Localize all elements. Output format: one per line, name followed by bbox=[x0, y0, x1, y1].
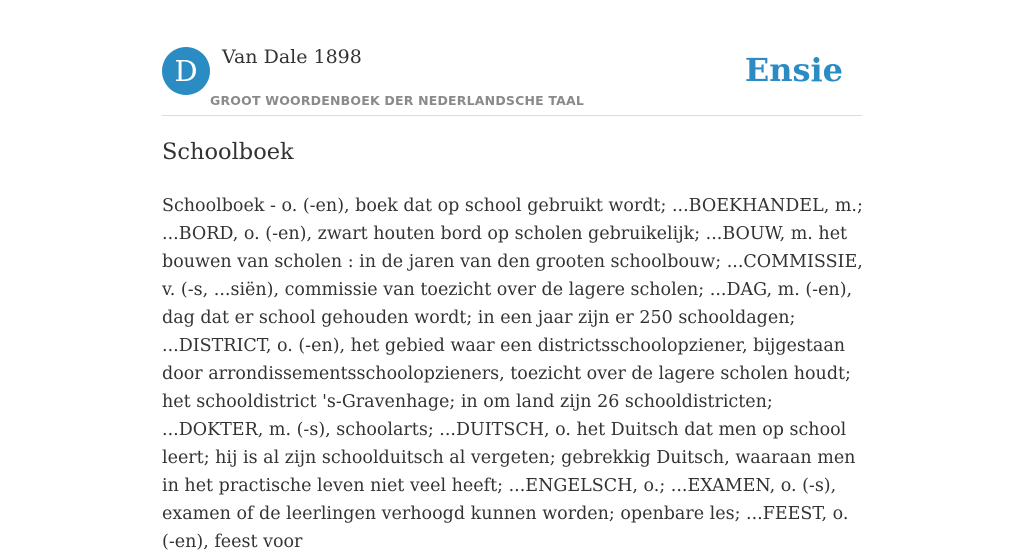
source-subtitle: GROOT WOORDENBOEK DER NEDERLANDSCHE TAAL bbox=[210, 93, 585, 108]
brand-logo-link[interactable]: Ensie bbox=[744, 51, 843, 89]
entry-definition: Schoolboek - o. (-en), boek dat op school gebruikt wordt; ...BOEKHANDEL, m.; ...BORD, o. (-en), zwart houten bord op scholen gebruikelijk; ...BOUW, m. het bouwen van scholen : in de jaren van den grooten schoolbouw; ...COMMISSIE, v. (-s, ...siën), commissie van toezicht over de lagere scholen; ...DAG, m. (-en), dag dat er school gehouden wordt; in een jaar zijn er 250 schooldagen; ...DISTRICT, o. (-en), het gebied waar een districtsschoolopziener, bijgestaan door arrondissementsschoolopzieners, toezicht over de lagere scholen houdt; het schooldistrict 's-Gravenhage; in om land zijn 26 schooldistricten; ...DOKTER, m. (-s), schoolarts; ...DUITSCH, o. het Duitsch dat men op school leert; hij is al zijn schoolduitsch al vergeten; gebrekkig Duitsch, waaraan men in het practische leven niet veel heeft; ...ENGELSCH, o.; ...EXAMEN, o. (-s), examen of de leerlingen verhoogd kunnen worden; openbare les; ...FEEST, o. (-en), feest voor bbox=[162, 196, 863, 552]
entry-title: Schoolboek bbox=[162, 139, 294, 165]
source-logo-icon[interactable]: D bbox=[162, 47, 210, 95]
source-header bbox=[162, 46, 862, 116]
source-title-link[interactable]: Van Dale 1898 bbox=[222, 46, 362, 68]
